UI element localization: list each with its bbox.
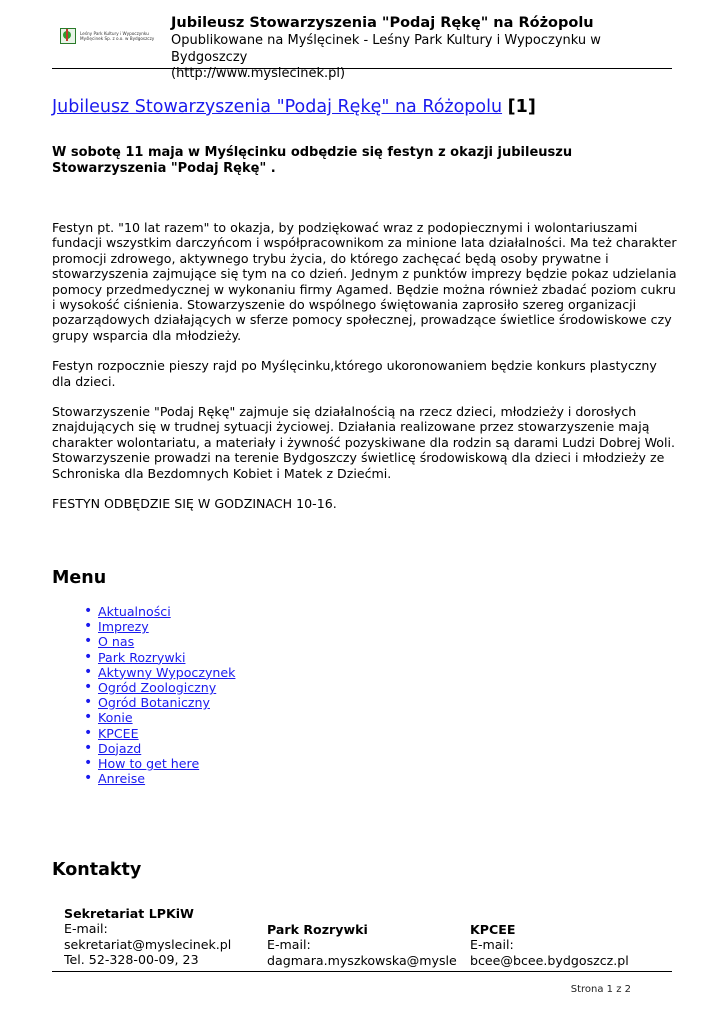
contacts-heading: Kontakty	[52, 860, 142, 880]
contact-sekretariat	[64, 906, 260, 968]
menu-link-how-to-get-here[interactable]: How to get here	[98, 756, 200, 772]
article-title	[52, 96, 536, 118]
menu-link-aktualnosci[interactable]: Aktualności	[98, 604, 171, 619]
page-header	[52, 14, 672, 81]
menu-link-dojazd[interactable]: Dojazd	[98, 740, 142, 756]
menu-link-ogrod-zoologiczny[interactable]: Ogród Zoologiczny	[98, 680, 217, 696]
contact-email: sekretariat@myslecinek.pl	[64, 936, 232, 952]
menu-link-aktywny-wypoczynek[interactable]: Aktywny Wypoczynek	[98, 664, 236, 680]
logo-text: Leśny Park Kultury i Wypoczynku Myślęcinek Sp. z o.o. w Bydgoszczy	[80, 31, 155, 41]
contact-email-label: E-mail:	[470, 937, 514, 953]
contact-park-rozrywki	[267, 922, 459, 968]
contact-email: dagmara.myszkowska@mysle	[267, 952, 457, 968]
contact-email: bcee@bcee.bydgoszcz.pl	[470, 952, 629, 968]
menu-item	[80, 680, 235, 695]
contact-name: Sekretariat LPKiW	[64, 906, 194, 921]
menu-item	[80, 710, 235, 725]
site-url: (http://www.myslecinek.pl)	[171, 66, 346, 81]
menu-item	[80, 741, 235, 756]
header-text	[171, 14, 671, 83]
menu-item	[80, 619, 235, 634]
article-paragraph: Stowarzyszenie "Podaj Rękę" zajmuje się działalnością na rzecz dzieci, młodzieży i dorosłych znajdujących się w trudnej sytuacji życiowej. Działania realizowane przez stowarzyszenie mają charakter wolontariatu, a materiały i żywność pozyskiwane dla rodzin są darami Ludzi Dobrej Woli. Stowarzyszenie prowadzi na terenie Bydgoszczy świetlicę środowiskową dla dzieci i młodzieży ze Schroniska dla Bezdomnych Kobiet i Matek z Dziećmi.	[52, 404, 675, 481]
site-logo	[60, 26, 160, 46]
menu-item	[80, 650, 235, 665]
page-number: Strona 1 z 2	[570, 984, 631, 995]
menu-link-anreise[interactable]: Anreise	[98, 771, 146, 787]
menu-link-ogrod-botaniczny[interactable]: Ogród Botaniczny	[98, 695, 210, 711]
contact-kpcee	[470, 922, 666, 968]
article-paragraph: Festyn rozpocznie pieszy rajd po Myślęcinku,którego ukoronowaniem będzie konkurs plastyczny dla dzieci.	[52, 358, 657, 389]
contacts-table	[64, 906, 669, 968]
menu-link-imprezy[interactable]: Imprezy	[98, 619, 149, 635]
menu-link-konie[interactable]: Konie	[98, 710, 133, 726]
menu-link-kpcee[interactable]: KPCEE	[98, 725, 139, 741]
menu-link-o-nas[interactable]: O nas	[98, 634, 135, 650]
article-body	[52, 220, 677, 527]
contact-email-label: E-mail:	[64, 921, 108, 937]
menu-item	[80, 756, 235, 771]
header-title: Jubileusz Stowarzyszenia "Podaj Rękę" na Różopolu	[171, 15, 594, 31]
menu-list	[80, 604, 235, 786]
menu-item	[80, 634, 235, 649]
article-lead: W sobotę 11 maja w Myślęcinku odbędzie się festyn z okazji jubileuszu Stowarzyszenia "Podaj Rękę" .	[52, 145, 573, 176]
menu-item	[80, 665, 235, 680]
contact-phone: Tel. 52-328-00-09, 23	[64, 952, 199, 968]
article-paragraph: Festyn pt. "10 lat razem" to okazja, by podziękować wraz z podopiecznymi i wolontariuszami fundacji wszystkim darczyńcom i współpracownikom za minione lata działalności. Ma też charakter promocji zdrowego, aktywnego trybu życia, do którego zachęcać będą osoby prywatne i stowarzyszenia zajmujące się tym na co dzień. Jednym z punktów imprezy będzie pokaz udzielania pomocy przedmedycznej w wykonaniu firmy Agamed. Będzie można również zbadać poziom cukru i wysokość ciśnienia. Stowarzyszenie do wspólnego świętowania zaprosiło szereg organizacji pozarządowych działających w sferze pomocy społecznej, prowadzące świetlice środowiskowe czy grupy wsparcia dla młodzieży.	[52, 220, 677, 343]
published-line: Opublikowane na Myślęcinek - Leśny Park Kultury i Wypoczynku w Bydgoszczy	[171, 33, 601, 65]
article-title-ref: [1]	[507, 97, 536, 117]
article-title-link[interactable]: Jubileusz Stowarzyszenia "Podaj Rękę" na Różopolu	[52, 97, 503, 117]
menu-heading: Menu	[52, 568, 107, 588]
park-logo-icon	[60, 28, 76, 44]
menu-item	[80, 695, 235, 710]
menu-item	[80, 771, 235, 786]
contact-name: Park Rozrywki	[267, 922, 368, 937]
contact-name: KPCEE	[470, 922, 516, 937]
contact-email-label: E-mail:	[267, 937, 311, 953]
menu-item	[80, 604, 235, 619]
menu-item	[80, 726, 235, 741]
menu-link-park-rozrywki[interactable]: Park Rozrywki	[98, 649, 186, 665]
footer-divider	[52, 971, 672, 972]
article-paragraph: FESTYN ODBĘDZIE SIĘ W GODZINACH 10-16.	[52, 496, 337, 512]
